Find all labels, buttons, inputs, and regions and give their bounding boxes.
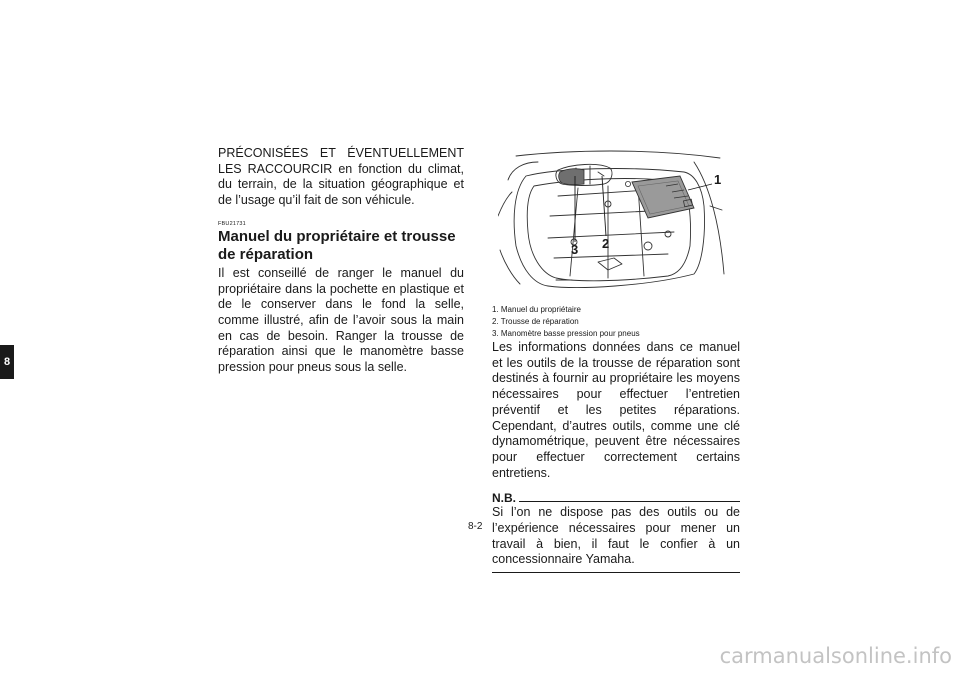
callout-3: 3	[571, 242, 579, 257]
site-watermark: carmanualsonline.info	[719, 644, 952, 668]
nb-label: N.B.	[492, 491, 516, 506]
chapter-tab	[0, 345, 14, 379]
caption-3: 3. Manomètre basse pression pour pneus	[492, 329, 640, 338]
chapter-tab-number: 8	[3, 356, 11, 368]
page-number: 8-2	[468, 521, 483, 532]
right-column	[492, 146, 740, 573]
section-heading: Manuel du propriétaire et trousse de réparation	[218, 227, 456, 263]
left-paragraph-2: Il est conseillé de ranger le manuel du propriétaire dans la pochette en plastique et de le conserver dans le fond la selle, comme illustré, afin de l’avoir sous la main en cas de besoin. Ranger la trousse de réparation ainsi que le manomètre basse pression pour pneus sous la selle.	[218, 265, 464, 375]
right-paragraph-1: Les informations données dans ce manuel et les outils de la trousse de réparation sont destinés à fournir au propriétaire les moyens nécessaires pour effectuer l’entretien préventif et les petites réparations. Cependant, d’autres outils, comme une clé dynamométrique, peuvent être nécessaires pour effectuer correctement certains entretiens.	[492, 340, 740, 480]
nb-header	[492, 491, 740, 505]
callout-2: 2	[602, 236, 610, 251]
section-ref-code: FBU21731	[218, 220, 246, 227]
figure-captions	[492, 304, 740, 340]
left-column	[218, 146, 464, 376]
caption-1: 1. Manuel du propriétaire	[492, 305, 581, 314]
callout-1: 1	[714, 172, 722, 187]
nb-rule	[519, 501, 740, 502]
nb-text: Si l’on ne dispose pas des outils ou de l’expérience nécessaires pour mener un travail à bien, il faut le confier à un concessionnaire Yamaha.	[492, 505, 740, 567]
left-paragraph-1: PRÉCONISÉES ET ÉVENTUELLEMENT LES RACCOURCIR en fonction du climat, du terrain, de la situation géographique et de l’usage qu’il fait de son véhicule.	[218, 146, 464, 208]
under-seat-storage-illustration	[498, 146, 730, 291]
nb-end-rule	[492, 572, 740, 573]
caption-2: 2. Trousse de réparation	[492, 317, 579, 326]
